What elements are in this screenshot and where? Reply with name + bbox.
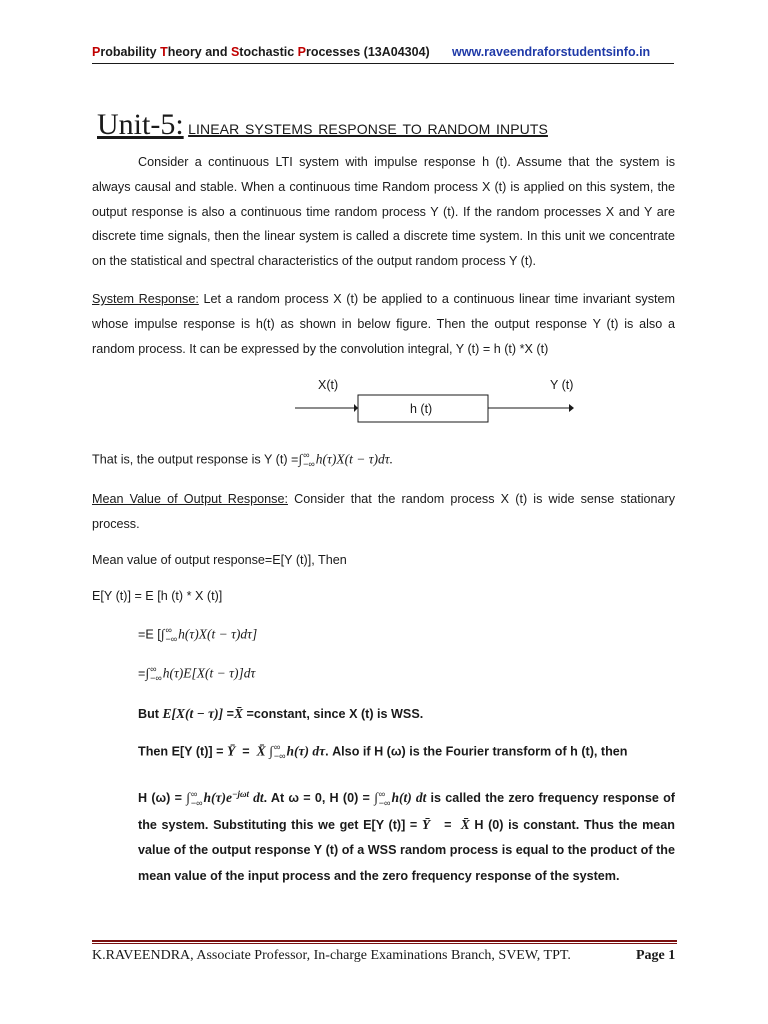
mean-line-6 (138, 743, 628, 761)
page-number: Page 1 (636, 948, 676, 963)
header-initial-letter: T (160, 45, 168, 59)
lower-limit: −∞ (378, 797, 391, 808)
fp-p5: H (0) is constant. Thus the mean value of the output response Y (t) of a WSS random process is equal to the product of the mean value of the input process and the zero frequency response of the system. (138, 817, 675, 883)
x-bar: X̄ (234, 706, 244, 721)
header-initial-letter: P (297, 45, 306, 59)
mean-value-text: Consider that the random process X (t) is wide sense stationary process. (92, 492, 675, 531)
diagram-output-label: Y (t) (550, 378, 574, 392)
header-title-text: heory and (167, 45, 231, 59)
system-response-paragraph (92, 287, 675, 361)
output-eq-prefix: That is, the output response is Y (t) = (92, 452, 299, 467)
mean-line-3 (138, 626, 257, 644)
x-bar: X̄ (256, 743, 266, 759)
x-bar: X̄ (460, 816, 470, 832)
l6-expr: h(τ) dτ (286, 743, 326, 759)
header-initial-letter: P (92, 45, 101, 59)
system-response-heading: System Response: (92, 292, 199, 306)
output-eq-expr: h(τ)X(t − τ)dτ. (315, 451, 393, 467)
output-equation (92, 451, 393, 469)
mean-line-1: Mean value of output response=E[Y (t)], Then (92, 553, 347, 567)
integral-sign: ∫ (298, 451, 303, 467)
fp-exponent: −jωt (232, 789, 249, 799)
unit-topic: linear systems response to random inputs (188, 117, 548, 139)
lower-limit: −∞ (150, 673, 162, 683)
integral-sign: ∫ (186, 790, 190, 806)
mean-line-2: E[Y (t)] = E [h (t) * X (t)] (92, 589, 223, 603)
fp-e1b: dt (249, 790, 264, 806)
mean-line-4 (138, 665, 255, 683)
l4-expr: h(τ)E[X(t − τ)]dτ (162, 665, 256, 681)
intro-paragraph: Consider a continuous LTI system with impulse response h (t). Assume that the system is always causal and stable. When a continuous time Random process X (t) is applied on this system, the output response is also a continuous time random process Y (t). If the random processes X and Y are discrete time signals, then the linear system is called a discrete time system. In this unit we concentrate on the statistical and spectral characteristics of the output random process Y (t). (92, 155, 675, 269)
integral-sign: ∫ (160, 626, 165, 642)
fp-p4: = (430, 817, 461, 832)
fp-p3: is called the zero frequency response of the system. Substituting this we get E[Y (t)] = (138, 791, 675, 832)
header-initial-letter: S (230, 45, 240, 59)
mean-line-5 (138, 706, 423, 722)
fp-e2: h(t) dt (391, 790, 427, 806)
lower-limit: −∞ (190, 797, 203, 808)
diagram-input-label: X(t) (318, 378, 339, 392)
fp-e1: h(τ)e (203, 790, 233, 806)
footer-author: K.RAVEENDRA, Associate Professor, In-charge Examinations Branch, SVEW, TPT. (92, 948, 571, 963)
y-bar: Ȳ (226, 743, 236, 759)
header-title-text: tochastic (239, 45, 298, 59)
lower-limit: −∞ (303, 459, 315, 469)
block-diagram (290, 378, 610, 428)
l6-eq: = (235, 744, 257, 759)
diagram-block-label: h (t) (410, 402, 433, 416)
fp-p2: . At ω = 0, H (0) = (263, 791, 375, 806)
page-title (97, 108, 548, 142)
system-response-text: Let a random process X (t) be applied to a continuous linear time invariant system whose impulse response is h(t) as shown in below figure. Then the output response Y (t) is also a random process. It can be expressed by the convolution integral, Y (t) = h (t) *X (t) (92, 292, 675, 356)
mean-value-heading: Mean Value of Output Response: (92, 492, 288, 506)
footer-rule-thin (92, 943, 677, 944)
l6-suffix: . Also if H (ω) is the Fourier transform of h (t), then (325, 744, 628, 759)
l6-prefix: Then E[Y (t)] = (138, 744, 227, 759)
lower-limit: −∞ (165, 634, 178, 644)
upper-limit: ∞ (165, 625, 172, 635)
l3-expr: h(τ)X(t − τ)dτ] (178, 626, 258, 642)
footer-rule-thick (92, 940, 677, 942)
header-title-text: rocesses (13A04304) (305, 45, 430, 59)
zero-frequency-paragraph (138, 782, 675, 889)
upper-limit: ∞ (190, 788, 198, 799)
l5-expr: E[X(t − τ)] (162, 706, 224, 721)
upper-limit: ∞ (273, 742, 281, 752)
l5-mid: = (223, 707, 235, 721)
l5-suffix: =constant, since X (t) is WSS. (243, 707, 424, 721)
output-arrowhead (569, 404, 574, 412)
integral-sign: ∫ (145, 665, 150, 681)
l4-prefix: = (138, 666, 146, 681)
header-website-link[interactable]: www.raveendraforstudentsinfo.in (452, 45, 651, 59)
fp-p1: H (ω) = (138, 791, 187, 806)
l5-prefix: But (138, 707, 163, 721)
mean-value-paragraph (92, 487, 675, 537)
integral-sign: ∫ (269, 743, 273, 759)
upper-limit: ∞ (303, 450, 310, 460)
header-divider (92, 63, 674, 64)
header-title-text: robability (100, 45, 161, 59)
y-bar: Ȳ (421, 816, 431, 832)
unit-number: Unit-5: (97, 108, 184, 141)
lower-limit: −∞ (273, 751, 286, 761)
input-arrowhead (354, 404, 358, 412)
integral-sign: ∫ (374, 790, 378, 806)
header-course-title (92, 45, 430, 59)
upper-limit: ∞ (378, 788, 386, 799)
upper-limit: ∞ (150, 664, 157, 674)
l3-prefix: =E [ (138, 627, 161, 642)
